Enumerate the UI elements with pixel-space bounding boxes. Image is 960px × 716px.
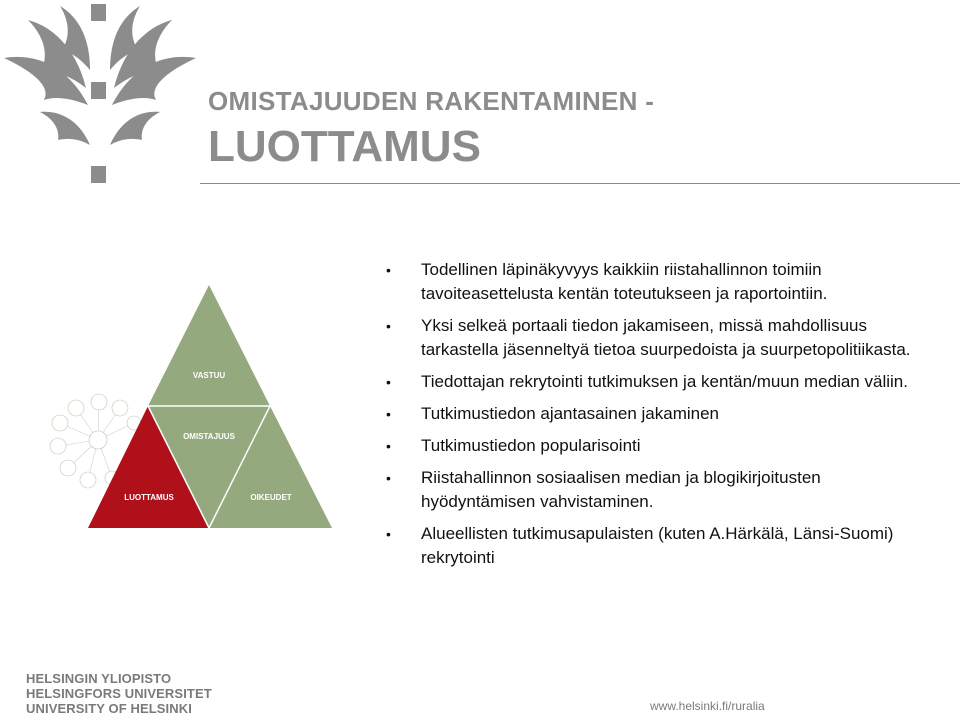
page-title-line1: OMISTAJUUDEN RAKENTAMINEN -: [208, 86, 655, 116]
ownership-pyramid-diagram: [44, 280, 344, 530]
university-name: [26, 671, 212, 716]
university-name-en: UNIVERSITY OF HELSINKI: [26, 701, 192, 716]
bullet-item: • Tutkimustiedon ajantasainen jakaminen: [386, 402, 931, 426]
university-flame-logo-icon: [0, 0, 200, 190]
footer-url: www.helsinki.fi/ruralia: [650, 699, 765, 713]
bullet-item: • Tutkimustiedon popularisointi: [386, 434, 931, 458]
bullet-item: • Riistahallinnon sosiaalisen median ja blogikirjoitusten hyödyntämisen vahvistaminen.: [386, 466, 931, 514]
bullet-list: [386, 258, 931, 578]
bullet-item: • Todellinen läpinäkyvyys kaikkiin riistahallinnon toimiin tavoiteasettelusta kentän toteutukseen ja raportointiin.: [386, 258, 931, 306]
university-name-fi: HELSINGIN YLIOPISTO: [26, 671, 172, 686]
pyramid-label-luottamus: LUOTTAMUS: [124, 493, 174, 502]
university-name-sv: HELSINGFORS UNIVERSITET: [26, 686, 212, 701]
pyramid-label-omistajuus: OMISTAJUUS: [183, 432, 235, 441]
pyramid-label-oikeudet: OIKEUDET: [250, 493, 292, 502]
bullet-item: • Alueellisten tutkimusapulaisten (kuten A.Härkälä, Länsi-Suomi) rekrytointi: [386, 522, 931, 570]
page-title-line2: LUOTTAMUS: [208, 122, 481, 171]
pyramid-label-vastuu: VASTUU: [192, 371, 226, 380]
bullet-item: • Yksi selkeä portaali tiedon jakamiseen, missä mahdollisuus tarkastella jäsenneltyä tietoa suurpedoista ja suurpetopolitiikasta.: [386, 314, 931, 362]
title-divider: [200, 183, 960, 184]
pyramid-top-segment: [148, 285, 270, 406]
bullet-item: • Tiedottajan rekrytointi tutkimuksen ja kentän/muun median väliin.: [386, 370, 931, 394]
